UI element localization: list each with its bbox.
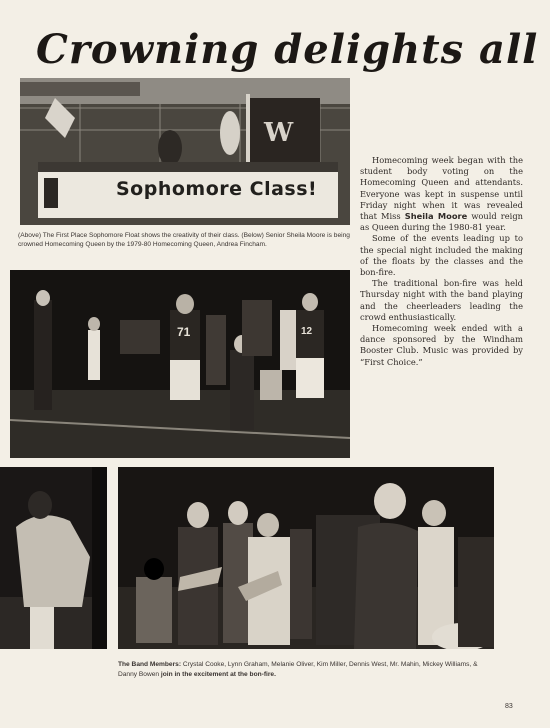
page-title: Crowning delights all xyxy=(36,26,539,73)
top-caption-text: (Above) The First Place Sophomore Float shows the creativity of their class. (Below) Senior Sheila Moore is being crowned Homecoming Queen by the 1979-80 Homecoming Queen, xyxy=(18,232,350,249)
paragraph-1 xyxy=(360,155,523,233)
jersey-number-71: 71 xyxy=(177,325,191,339)
paragraph-4: Homecoming week ended with a dance sponsored by the Windham Booster Club. Music was provided by “First Choice.” xyxy=(360,323,523,367)
bottom-caption-tail: join in the excitement at the bon-fire. xyxy=(159,671,276,678)
float-banner-text: Sophomore Class! xyxy=(116,178,318,200)
page-number: 83 xyxy=(505,703,513,710)
queen-name: Sheila Moore xyxy=(404,211,468,222)
paragraph-2: Some of the events leading up to the special night included the making of the floats by the classes and the bon-fire. xyxy=(360,233,523,278)
bottom-caption-names: Crystal Cooke, Lynn Graham, Melanie Oliver, Kim Miller, Dennis West, Mr. Mahin, Mickey Williams, & Danny Bowen xyxy=(118,661,478,678)
crowning-photo xyxy=(10,270,350,458)
paragraph-1-text-b: would reign as Queen during the 1980-81 year. xyxy=(360,211,523,233)
flag-letter: W xyxy=(264,118,294,148)
top-caption-name: Andrea Fincham. xyxy=(215,241,267,249)
article-body xyxy=(360,155,523,368)
float-photo xyxy=(20,78,350,225)
band-photo xyxy=(118,467,494,649)
jersey-number-12: 12 xyxy=(301,326,313,337)
bottom-caption-lead: The Band Members: xyxy=(118,661,182,668)
bonfire-left-photo xyxy=(0,467,107,649)
bottom-caption xyxy=(118,660,498,680)
paragraph-1-text-a: Homecoming week began with the student body voting on the Homecoming Queen and attendants. Everyone was kept in suspense until Friday night when it was revealed that Miss xyxy=(360,155,523,222)
paragraph-3: The traditional bon-fire was held Thursday night with the band playing and the cheerleaders leading the crowd enthusiastically. xyxy=(360,278,523,322)
top-caption xyxy=(18,231,353,250)
